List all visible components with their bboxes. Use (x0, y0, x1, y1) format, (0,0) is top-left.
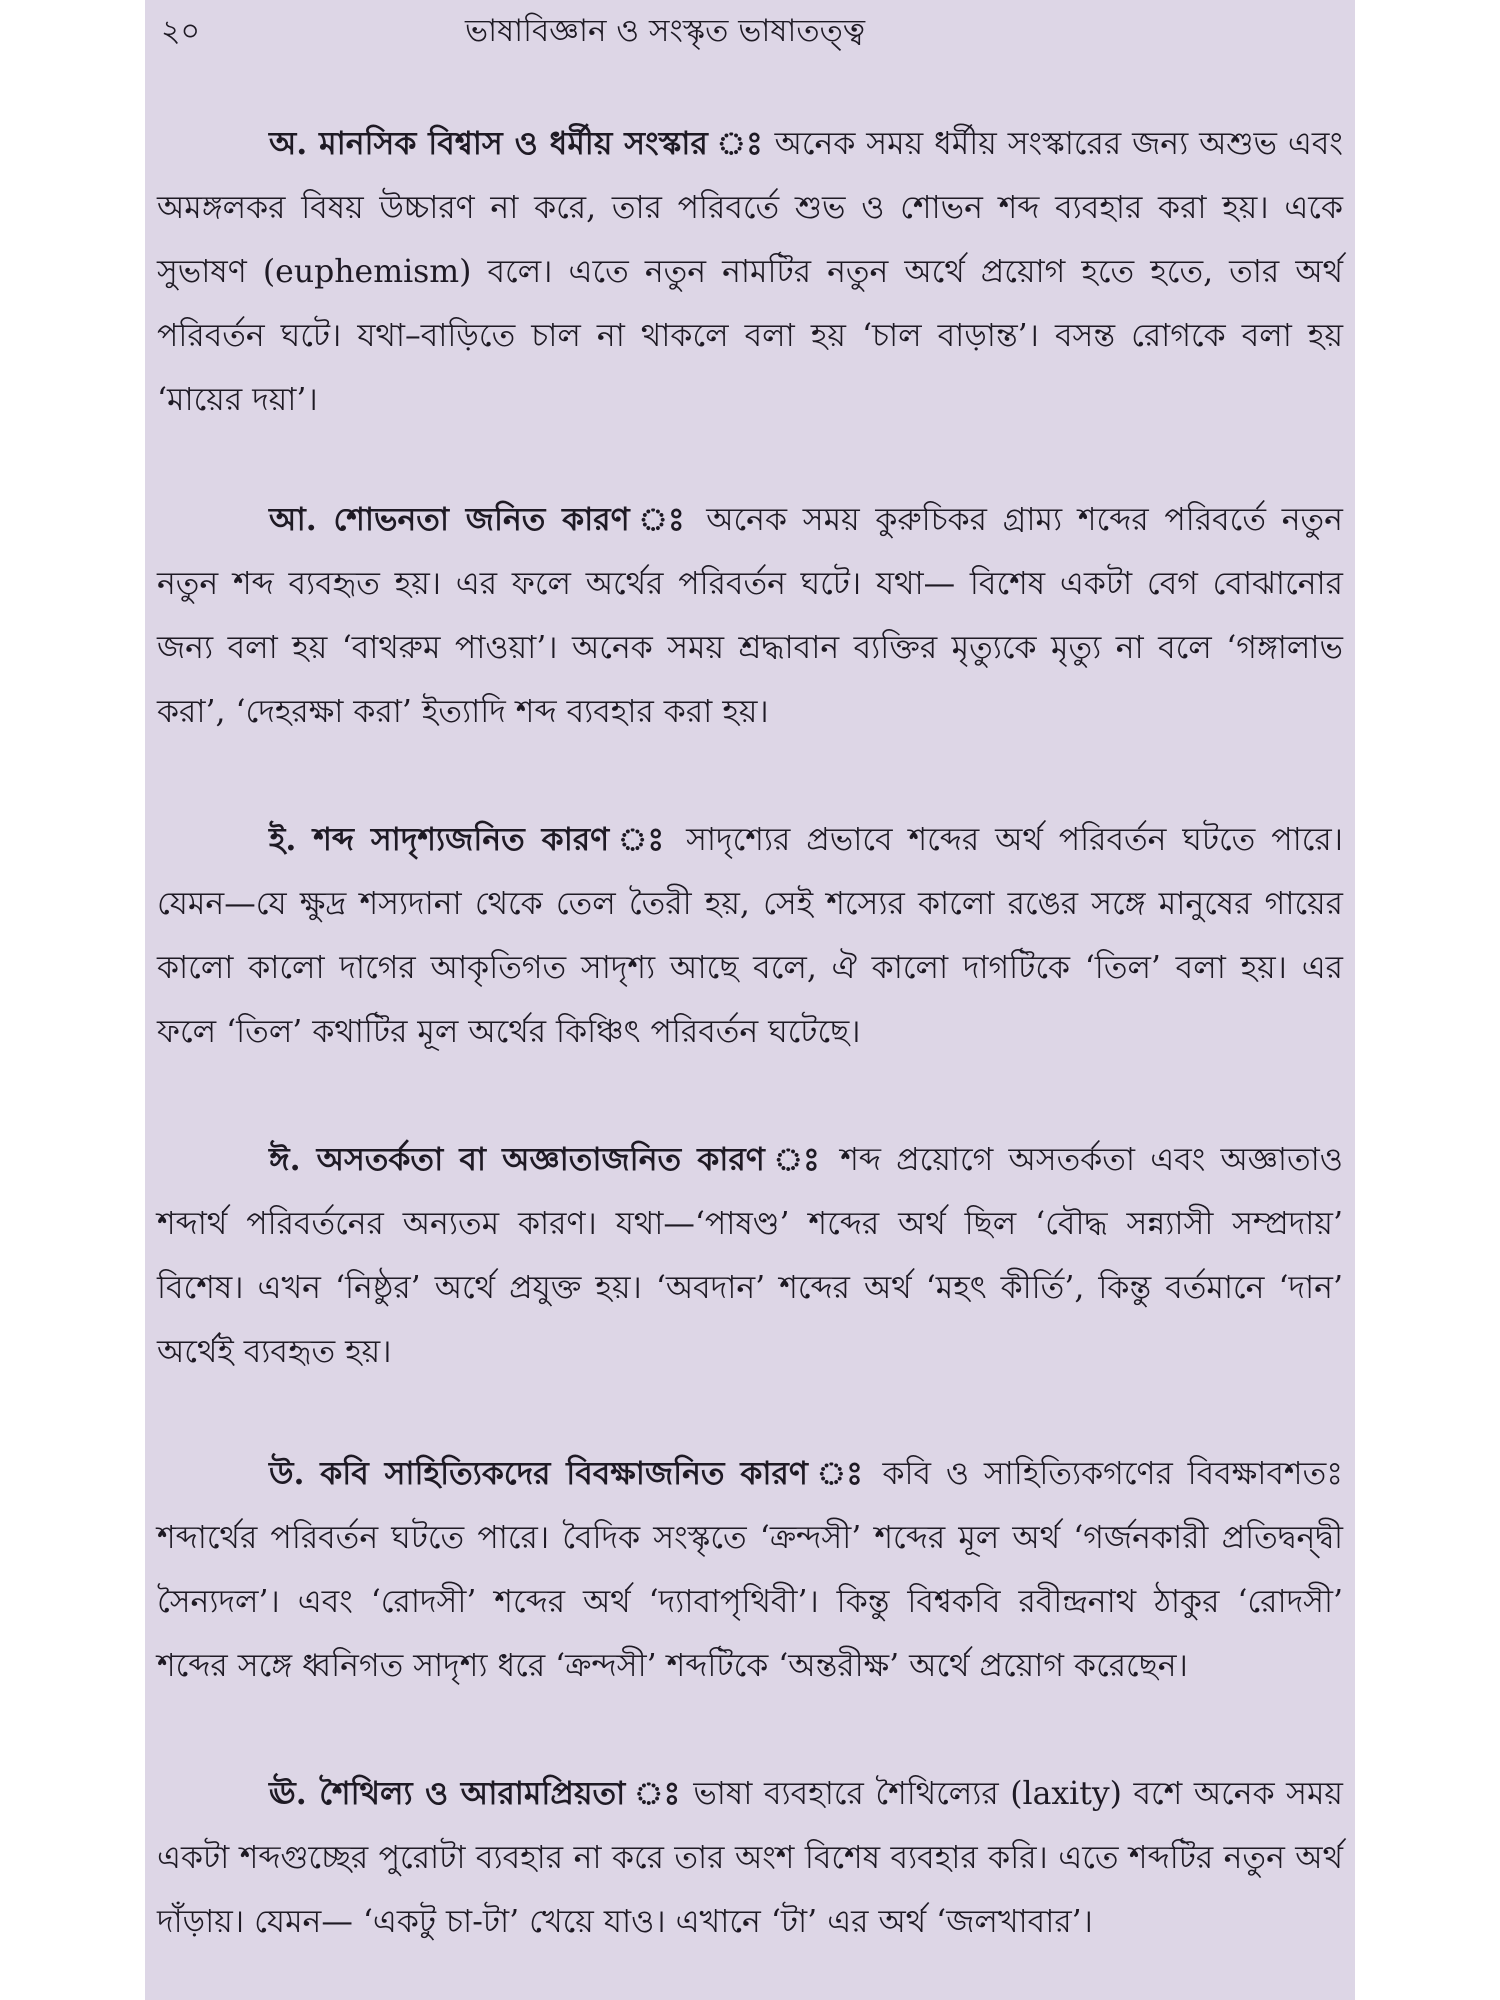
section-mental-belief (157, 112, 1343, 432)
section-heading: অ. মানসিক বিশ্বাস ও ধর্মীয় সংস্কার ঃ (269, 125, 764, 162)
section-heading: ঊ. শৈথিল্য ও আরামপ্রিয়তা ঃ (269, 1775, 682, 1812)
section-laxity (157, 1762, 1343, 1954)
section-poets-intent (157, 1442, 1343, 1698)
section-body: অনেক সময় কুরুচিকর গ্রাম্য শব্দের পরিবর্তে নতুন নতুন শব্দ ব্যবহৃত হয়। এর ফলে অর্থের পরিবর্তন ঘটে। যথা— বিশেষ একটা বেগ বোঝানোর জন্য বলা হয় ‘বাথরুম পাওয়া’। অনেক সময় শ্রদ্ধাবান ব্যক্তির মৃত্যুকে মৃত্যু না বলে ‘গঙ্গালাভ করা’, ‘দেহরক্ষা করা’ ইত্যাদি শব্দ ব্যবহার করা হয়। (157, 502, 1343, 730)
section-body: সাদৃশ্যের প্রভাবে শব্দের অর্থ পরিবর্তন ঘটতে পারে। যেমন—যে ক্ষুদ্র শস্যদানা থেকে তেল তৈরী হয়, সেই শস্যের কালো রঙের সঙ্গে মানুষের গায়ের কালো কালো দাগের আকৃতিগত সাদৃশ্য আছে বলে, ঐ কালো দাগটিকে ‘তিল’ বলা হয়। এর ফলে ‘তিল’ কথাটির মূল অর্থের কিঞ্চিৎ পরিবর্তন ঘটেছে। (157, 822, 1344, 1050)
section-heading: উ. কবি সাহিত্যিকদের বিবক্ষাজনিত কারণ ঃ (269, 1455, 868, 1492)
page-header (145, 10, 1355, 54)
section-heading: ঈ. অসতর্কতা বা অজ্ঞাতাজনিত কারণ ঃ (269, 1141, 826, 1178)
section-word-similarity (157, 808, 1343, 1064)
section-heading: ই. শব্দ সাদৃশ্যজনিত কারণ ঃ (269, 821, 671, 858)
section-body: অনেক সময় ধর্মীয় সংস্কারের জন্য অশুভ এবং অমঙ্গলকর বিষয় উচ্চারণ না করে, তার পরিবর্তে শুভ ও শোভন শব্দ ব্যবহার করা হয়। একে সুভাষণ (euphemism) বলে। এতে নতুন নামটির নতুন অর্থে প্রয়োগ হতে হতে, তার অর্থ পরিবর্তন ঘটে। যথা–বাড়িতে চাল না থাকলে বলা হয় ‘চাল বাড়ান্ত’। বসন্ত রোগকে বলা হয় ‘মায়ের দয়া’। (157, 126, 1343, 418)
section-body: কবি ও সাহিত্যিকগণের বিবক্ষাবশতঃ শব্দার্থের পরিবর্তন ঘটতে পারে। বৈদিক সংস্কৃতে ‘ক্রন্দসী’ শব্দের মূল অর্থ ‘গর্জনকারী প্রতিদ্বন্দ্বী সৈন্যদল’। এবং ‘রোদসী’ শব্দের অর্থ ‘দ্যাবাপৃথিবী’। কিন্তু বিশ্বকবি রবীন্দ্রনাথ ঠাকুর ‘রোদসী’ শব্দের সঙ্গে ধ্বনিগত সাদৃশ্য ধরে ‘ক্রন্দসী’ শব্দটিকে ‘অন্তরীক্ষ’ অর্থে প্রয়োগ করেছেন। (157, 1456, 1343, 1684)
section-body: ভাষা ব্যবহারে শৈথিল্যের (laxity) বশে অনেক সময় একটা শব্দগুচ্ছের পুরোটা ব্যবহার না করে তার অংশ বিশেষ ব্যবহার করি। এতে শব্দটির নতুন অর্থ দাঁড়ায়। যেমন— ‘একটু চা-টা’ খেয়ে যাও। এখানে ‘টা’ এর অর্থ ‘জলখাবার’। (157, 1776, 1343, 1940)
page-number: ২০ (161, 14, 201, 49)
book-page (145, 0, 1355, 2000)
section-heading: আ. শোভনতা জনিত কারণ ঃ (269, 501, 691, 538)
running-title: ভাষাবিজ্ঞান ও সংস্কৃত ভাষাতত্ত্ব (465, 13, 865, 49)
section-decency (157, 488, 1343, 744)
section-carelessness (157, 1128, 1343, 1384)
section-body: শব্দ প্রয়োগে অসতর্কতা এবং অজ্ঞাতাও শব্দার্থ পরিবর্তনের অন্যতম কারণ। যথা—‘পাষণ্ড’ শব্দের অর্থ ছিল ‘বৌদ্ধ সন্ন্যাসী সম্প্রদায়’ বিশেষ। এখন ‘নিষ্ঠুর’ অর্থে প্রযুক্ত হয়। ‘অবদান’ শব্দের অর্থ ‘মহৎ কীর্তি’, কিন্তু বর্তমানে ‘দান’ অর্থেই ব্যবহৃত হয়। (157, 1142, 1343, 1370)
